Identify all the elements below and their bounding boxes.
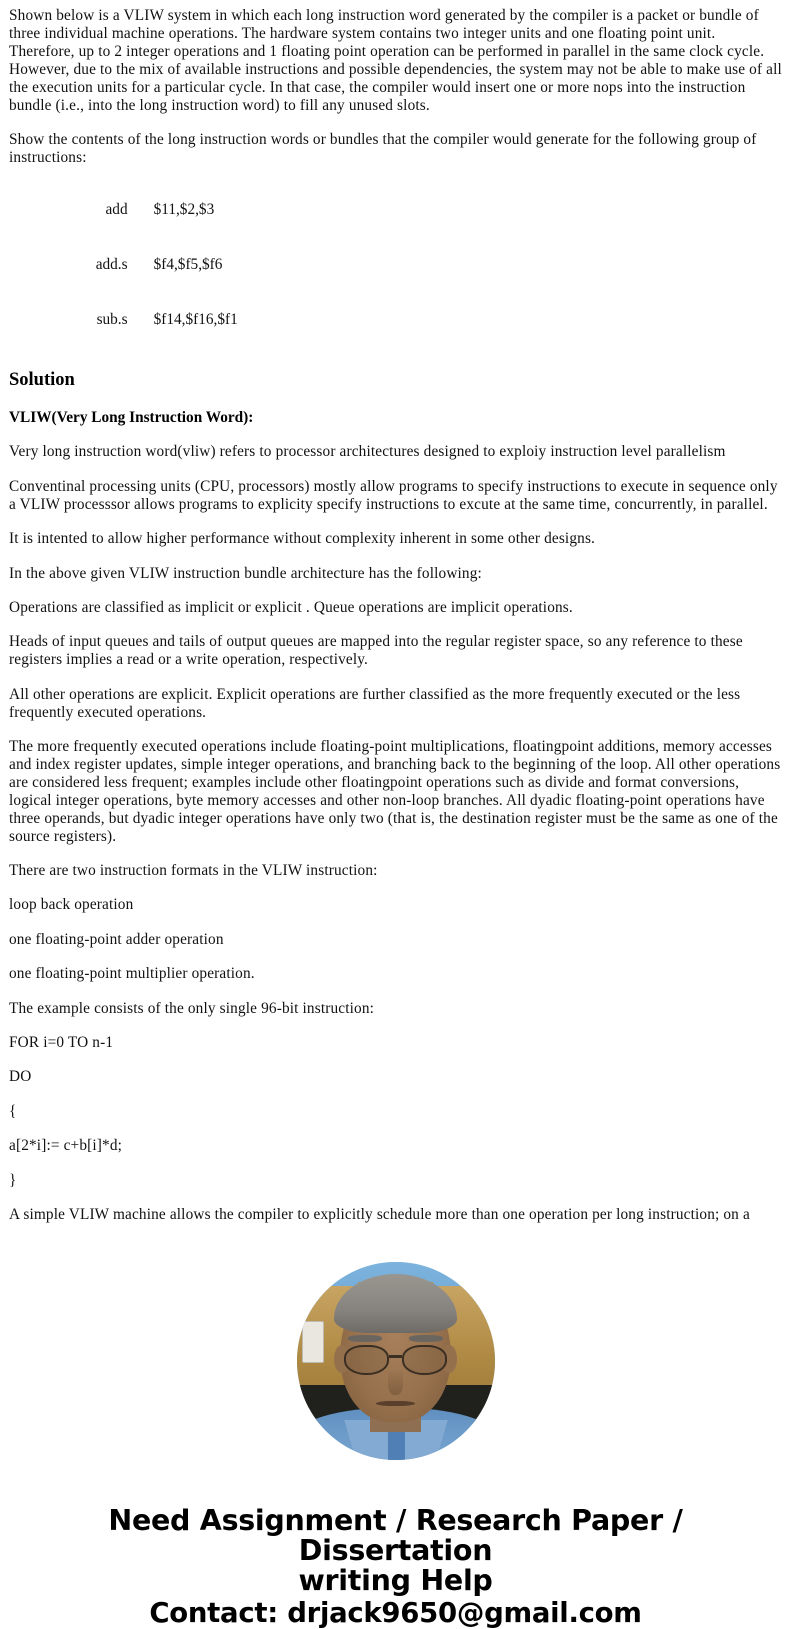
instruction-opcode: add.s (95, 256, 128, 274)
paragraph-instruction-formats: There are two instruction formats in the VLIW instruction: (9, 861, 378, 879)
instruction-opcode: add (105, 201, 128, 219)
paragraph-vliw-definition: Very long instruction word(vliw) refers to processor architectures designed to exploiy instruction level parallelism (9, 443, 726, 461)
avatar-tie (388, 1428, 406, 1460)
paragraph-intent: It is intented to allow higher performance without complexity inherent in some other designs. (9, 530, 596, 548)
avatar-container (9, 1262, 782, 1460)
avatar-eyebrow-right (409, 1335, 443, 1342)
code-line-do: DO (9, 1068, 32, 1086)
avatar-lens-right (402, 1345, 447, 1375)
paragraph-fp-multiplier: one floating-point multiplier operation. (9, 965, 255, 983)
paragraph-queues: Heads of input queues and tails of output queues are mapped into the regular register space, so any reference to these registers implies a read or a write operation, respectively. (9, 633, 743, 669)
cta-contact-email: Contact: drjack9650@gmail.com (149, 1596, 642, 1629)
avatar (297, 1262, 495, 1460)
paragraph-example-intro: The example consists of the only single 96-bit instruction: (9, 999, 375, 1017)
paragraph-operations-classified: Operations are classified as implicit or explicit . Queue operations are implicit operations. (9, 599, 573, 617)
task-paragraph: Show the contents of the long instruction words or bundles that the compiler would generate for the following group of instructions: (9, 130, 757, 166)
solution-heading: Solution (9, 370, 75, 391)
cta-line-2: writing Help (298, 1563, 493, 1597)
instruction-opcode: sub.s (96, 310, 128, 328)
instruction-row (9, 183, 782, 238)
paragraph-explicit-operations: All other operations are explicit. Explicit operations are further classified as the more frequently executed or the less frequently executed operations. (9, 685, 741, 721)
instruction-row (9, 292, 782, 347)
intro-paragraph: Shown below is a VLIW system in which each long instruction word generated by the compiler is a packet or bundle of three individual machine operations. The hardware system contains two integer units and one floating point unit. Therefore, up to 2 integer operations and 1 floating point operation can be performed in parallel in the same clock cycle. However, due to the mix of available instructions and possible dependencies, the system may not be able to make use of all the execution units for a particular cycle. In that case, the compiler would insert one or more nops into the instruction bundle (i.e., into the long instruction word) to fill any unused slots. (9, 7, 782, 114)
paragraph-architecture-intro: In the above given VLIW instruction bundle architecture has the following: (9, 564, 482, 582)
avatar-lens-left (344, 1345, 389, 1375)
avatar-eyebrow-left (348, 1335, 382, 1342)
cta-line-1: Need Assignment / Research Paper / Dissertation (108, 1503, 683, 1567)
vliw-subheading: VLIW(Very Long Instruction Word): (9, 409, 254, 427)
instruction-operands: $f14,$f16,$f1 (153, 310, 238, 328)
paragraph-fp-adder: one floating-point adder operation (9, 930, 224, 948)
code-line-close-brace: } (9, 1171, 17, 1189)
code-line-for: FOR i=0 TO n-1 (9, 1034, 114, 1052)
avatar-glasses-bridge (389, 1355, 401, 1358)
paragraph-simple-vliw-machine: A simple VLIW machine allows the compiler to explicitly schedule more than one operation per long instruction; on a (9, 1206, 750, 1224)
paragraph-frequent-operations: The more frequently executed operations include floating-point multiplications, floatingpoint additions, memory accesses and index register updates, simple integer operations, and branching back to the beginning of the loop. All other operations are considered less frequent; examples include other floatingpoint operations such as divide and format conversions, logical integer operations, byte memory accesses and other non-loop branches. All dyadic floating-point operations have three operands, but dyadic integer operations have only two (that is, the destination register must be the same as one of the source registers). (9, 738, 781, 845)
instruction-operands: $11,$2,$3 (153, 201, 215, 219)
paragraph-conventional-units: Conventinal processing units (CPU, processors) mostly allow programs to specify instructions to execute in sequence only a VLIW processsor allows programs to explicity specify instructions to excute at the same time, concurrently, in parallel. (9, 477, 778, 513)
code-line-assignment: a[2*i]:= c+b[i]*d; (9, 1137, 123, 1155)
paragraph-loop-back: loop back operation (9, 896, 134, 914)
instruction-row (9, 238, 782, 293)
instruction-operands: $f4,$f5,$f6 (153, 256, 223, 274)
code-line-open-brace: { (9, 1102, 17, 1120)
avatar-background-switch (302, 1321, 324, 1363)
instruction-listing (9, 183, 782, 347)
avatar-nose (388, 1369, 404, 1395)
cta-block (9, 1503, 782, 1629)
